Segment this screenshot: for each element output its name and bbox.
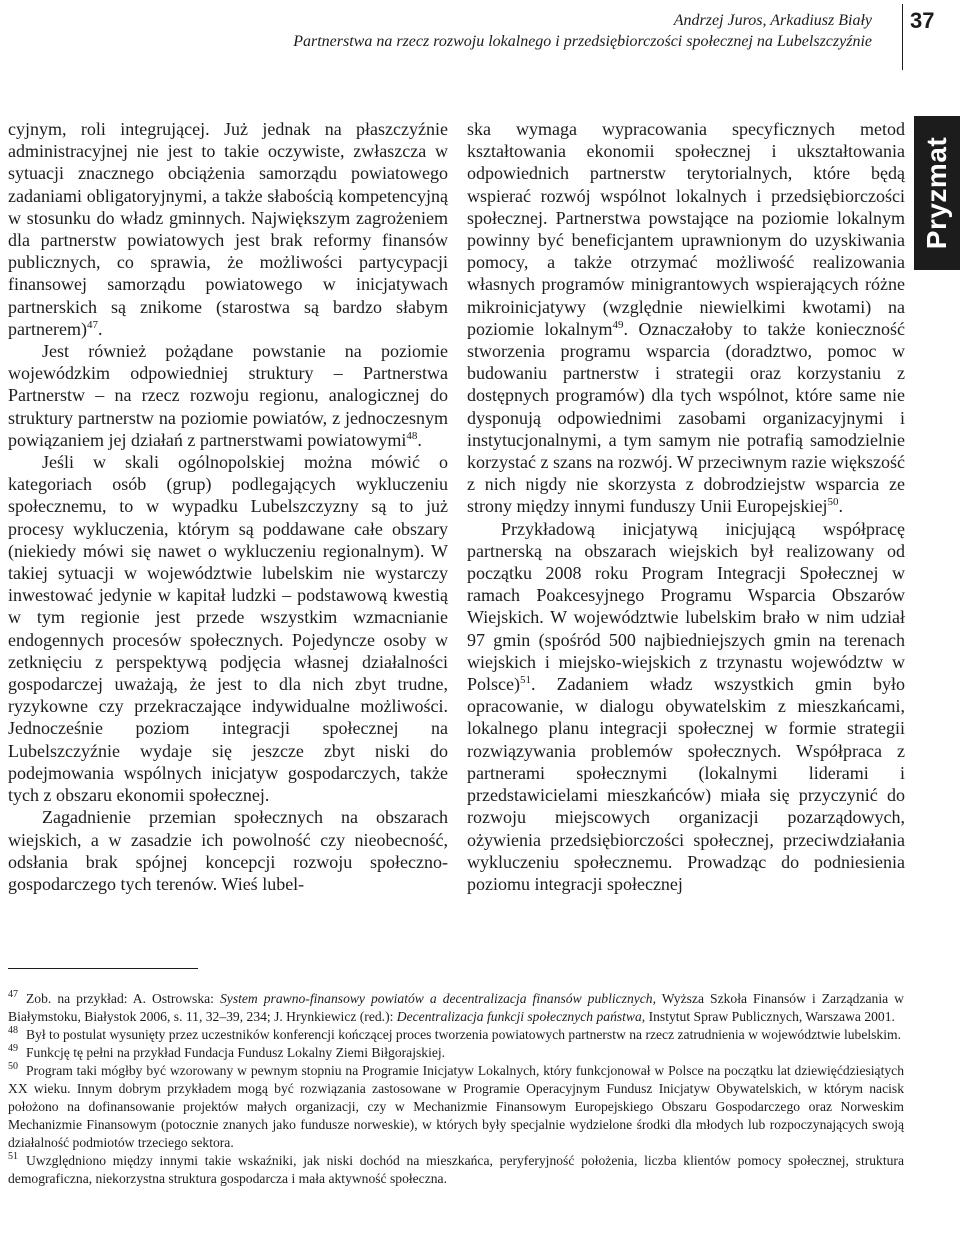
page-number: 37 [910, 8, 935, 33]
footnote-50: 50 Program taki mógłby być wzorowany w pewnym stopniu na Programie Inicjatyw Lokalnych, który funkcjonował w Polsce na początku lat dziewięćdziesiątych XX wieku. Innym dobrym przykładem mogą być rozwiązania zastosowane w Programie Operacyjnym Fundusz Inicjatyw Obywatelskich, w którym nacisk położono na dofinansowanie projektów małych organizacji, czy w Mechanizmie Finansowym Europejskiego Obszaru Gospodarczego oraz Norweskim Mechanizmie Finansowym (potocznie znanych jako fundusze norweskie), w których były specjalnie wydzielone środki dla młodych lub rozpoczynających swoją działalność podmiotów trzeciego sektora. [8, 1061, 904, 1150]
section-tab-label: Pryzmat [921, 136, 952, 250]
footnote-47: 47 Zob. na przykład: A. Ostrowska: System prawno-finansowy powiatów a decentralizacja finansów publicznych, Wyższa Szkoła Finansów i Zarządzania w Białymstoku, Białystok 2006, s. 11, 32–39, 234; J. Hrynkiewicz (red.): Decentralizacja funkcji społecznych państwa, Instytut Spraw Publicznych, Warszawa 2001. [8, 989, 904, 1024]
paragraph: Jeśli w skali ogólnopolskiej można mówić o kategoriach osób (grup) podlegających wykluczeniu społecznemu, to w wypadku Lubelszczyzny są to już procesy wykluczenia, którym są poddawane całe obszary (niekiedy mówi się nawet o wykluczeniu regionalnym). W takiej sytuacji w województwie lubelskim nie wystarczy inwestować jedynie w kapitał ludzki – podstawową kwestią w tym regionie jest przede wszystkim wzmacnianie endogennych procesów społecznych. Pojedyncze osoby w zetknięciu z perspektywą podjęcia własnej działalności gospodarczej uważają, że jest to dla nich zbyt trudne, ryzykowne czy przekraczające indywidualne możliwości. Jednocześnie poziom integracji społecznej na Lubelszczyźnie wydaje się jeszcze zbyt niski do podejmowania wspólnych inicjatyw gospodarczych, także tych z obszaru ekonomii społecznej. [8, 452, 448, 806]
paragraph: Przykładową inicjatywą inicjującą współpracę partnerską na obszarach wiejskich był realizowany od początku 2008 roku Program Integracji Społecznej w ramach Poakcesyjnego Programu Wsparcia Obszarów Wiejskich. W województwie lubelskim brało w nim udział 97 gmin (spośród 500 najbiedniejszych gmin na terenach wiejskich i miejsko-wiejskich z trzynastu województw w Polsce)$^{51}$. Zadaniem władz wszystkich gmin było opracowanie, w dialogu obywatelskim z mieszkańcami, lokalnego planu integracji społecznej w formie strategii rozwiązywania problemów społecznych. Współpraca z partnerami społecznymi (lokalnymi liderami i przedstawicielami mieszkańców) miała się przyczynić do rozwoju miejscowych organizacji pozarządowych, ożywienia przedsiębiorczości społecznej, przeciwdziałania wykluczeniu społecznemu. Prowadząc do podniesienia poziomu integracji społecznej [467, 518, 905, 894]
paragraph: ska wymaga wypracowania specyficznych metod kształtowania ekonomii społecznej i ukształtowania odpowiednich partnerstw terytorialnych, które będą wspierać rozwój wspólnot lokalnych i przedsiębiorczości społecznej. Partnerstwa powstające na poziomie lokalnym powinny być beneficjantem uprawnionym do uzyskiwania pomocy, a także otrzymać możliwość realizowania własnych programów minigrantowych wspierających różne mikroinicjatywy (względnie niewielkimi kwotami) na poziomie lokalnym$^{49}$. Oznaczałoby to także konieczność stworzenia programu wsparcia (doradztwo, pomoc w budowaniu partnerstw i strategii oraz korzystaniu z dostępnych programów) dla tych wspólnot, które same nie dysponują odpowiednimi zasobami organizacyjnymi i instytucjonalnymi, a tym samym nie potrafią samodzielnie korzystać z szans na rozwój. W przeciwnym razie większość z nich nigdy nie skorzysta z dobrodziejstw wsparcia ze strony między innymi funduszy Unii Europejskiej$^{50}$. [467, 119, 905, 517]
body-column-left [8, 118, 448, 895]
header-divider [902, 4, 903, 70]
footnote-49: 49 Funkcję tę pełni na przykład Fundacja Fundusz Lokalny Ziemi Biłgorajskiej. [8, 1043, 446, 1060]
body-column-right [467, 118, 905, 895]
footnote-ref: 50 [827, 496, 839, 509]
paragraph: cyjnym, roli integrującej. Już jednak na płaszczyźnie administracyjnej nie jest to takie oczywiste, zwłaszcza w sytuacji znacznego obciążenia samorządu powiatowego zadaniami obligatoryjnymi, a także słabością kompetencyjną w stosunku do władz gminnych. Największym zagrożeniem dla partnerstw powiatowych jest brak reformy finansów publicznych, co sprawia, że możliwości partycypacji finansowej samorządu powiatowego w inicjatywach partnerskich są znikome (starostwa są bardzo słabym partnerem)$^{47}$. [8, 119, 448, 339]
footnote-divider [8, 968, 198, 969]
footnote-ref: 51 [520, 674, 531, 687]
header-title: Partnerstwa na rzecz rozwoju lokalnego i przedsiębiorczości społecznej na Lubelszczyźnie [293, 33, 872, 50]
footnote-51: 51 Uwzględniono między innymi takie wskaźniki, jak niski dochód na mieszkańca, peryferyjność położenia, liczba klientów pomocy społecznej, struktura demograficzna, niekorzystna struktura gospodarcza i mała aktywność społeczna. [8, 1151, 904, 1186]
paragraph: Zagadnienie przemian społecznych na obszarach wiejskich, a w zasadzie ich powolność czy nieobecność, odsłania brak spójnej koncepcji rozwoju społeczno-gospodarczego tych terenów. Wieś lubel- [8, 807, 448, 894]
running-header [92, 10, 872, 52]
footnote-ref: 48 [406, 429, 418, 442]
header-authors: Andrzej Juros, Arkadiusz Biały [673, 12, 872, 29]
footnotes [8, 990, 904, 1188]
footnote-48: 48 Był to postulat wysunięty przez uczestników konferencji kończącej proces tworzenia powiatowych partnerstw na rzecz zatrudnienia w województwie lubelskim. [8, 1025, 901, 1042]
footnote-ref: 47 [86, 318, 98, 331]
footnote-ref: 49 [612, 318, 624, 331]
paragraph: Jest również pożądane powstanie na poziomie wojewódzkim odpowiedniej struktury – Partnerstwa Partnerstw – na rzecz rozwoju regionu, analogicznej do struktury partnerstw na poziomie powiatów, z jednoczesnym powiązaniem jej działań z partnerstwami powiatowymi$^{48}$. [8, 341, 448, 450]
section-tab [914, 116, 960, 270]
